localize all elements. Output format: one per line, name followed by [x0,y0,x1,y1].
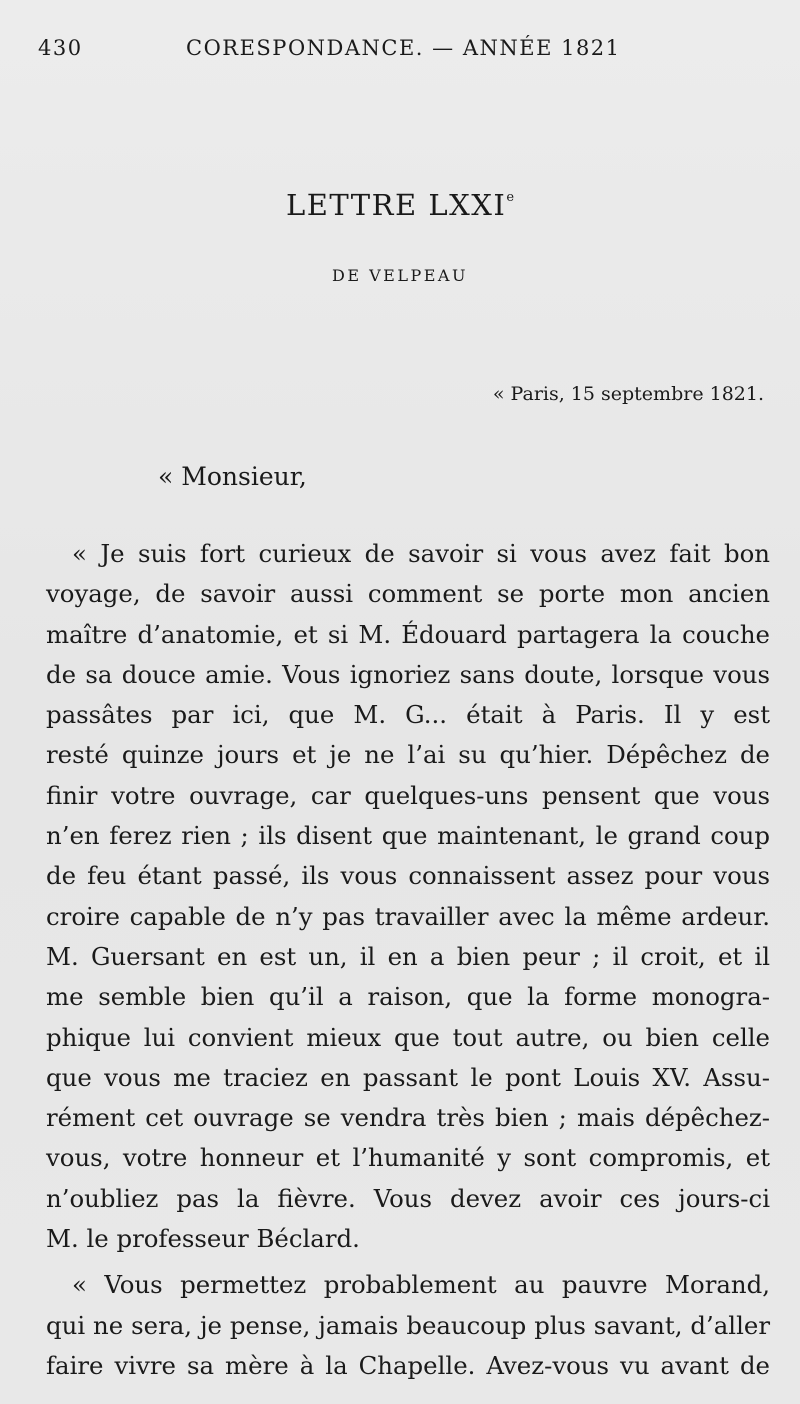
letter-author: DE VELPEAU [332,266,468,285]
text-line: n’oubliez pas la fièvre. Vous devez avoir ces jours-ci [46,1183,770,1213]
text-line: que vous me traciez en passant le pont Louis XV. Assu- [46,1062,770,1092]
paragraph-2 [46,1265,770,1386]
letter-dateline: « Paris, 15 septembre 1821. [492,383,764,405]
letter-title [0,188,800,222]
page-number: 430 [38,36,83,60]
text-line: de sa douce amie. Vous ignoriez sans doute, lorsque vous [46,659,770,689]
text-line: maître d’anatomie, et si M. Édouard partagera la couche [46,619,770,649]
letter-body [46,534,770,1386]
letter-salutation: « Monsieur, [158,462,307,491]
running-head: CORESPONDANCE. — ANNÉE 1821 [186,36,621,60]
text-line: voyage, de savoir aussi comment se porte mon ancien [46,579,770,609]
text-line: phique lui convient mieux que tout autre, ou bien celle [46,1022,770,1052]
text-line: finir votre ouvrage, car quelques-uns pensent que vous [46,780,770,810]
paragraph-1 [46,534,770,1259]
text-line: n’en ferez rien ; ils disent que maintenant, le grand coup [46,821,770,851]
text-line: vous, votre honneur et l’humanité y sont compromis, et [46,1143,770,1173]
text-line: rément cet ouvrage se vendra très bien ; mais dépêchez- [46,1103,770,1133]
text-line: passâtes par ici, que M. G... était à Paris. Il y est [46,700,770,730]
text-line: de feu étant passé, ils vous connaissent assez pour vous [46,861,770,891]
text-line: qui ne sera, je pense, jamais beaucoup plus savant, d’aller [46,1310,770,1340]
text-line: « Je suis fort curieux de savoir si vous avez fait bon [72,539,770,568]
text-line: M. Guersant en est un, il en a bien peur ; il croit, et il [46,941,770,971]
text-line: M. le professeur Béclard. [46,1224,360,1254]
text-line: resté quinze jours et je ne l’ai su qu’hier. Dépêchez de [46,740,770,770]
text-line: faire vivre sa mère à la Chapelle. Avez-vous vu avant de [46,1350,770,1380]
page-header [38,36,758,76]
text-line: « Vous permettez probablement au pauvre Morand, [72,1270,770,1300]
letter-title-main: LETTRE LXXI [285,188,507,222]
letter-title-superscript: e [506,190,515,205]
text-line: me semble bien qu’il a raison, que la forme monogra- [46,982,770,1012]
text-line: croire capable de n’y pas travailler avec la même ardeur. [46,901,770,931]
